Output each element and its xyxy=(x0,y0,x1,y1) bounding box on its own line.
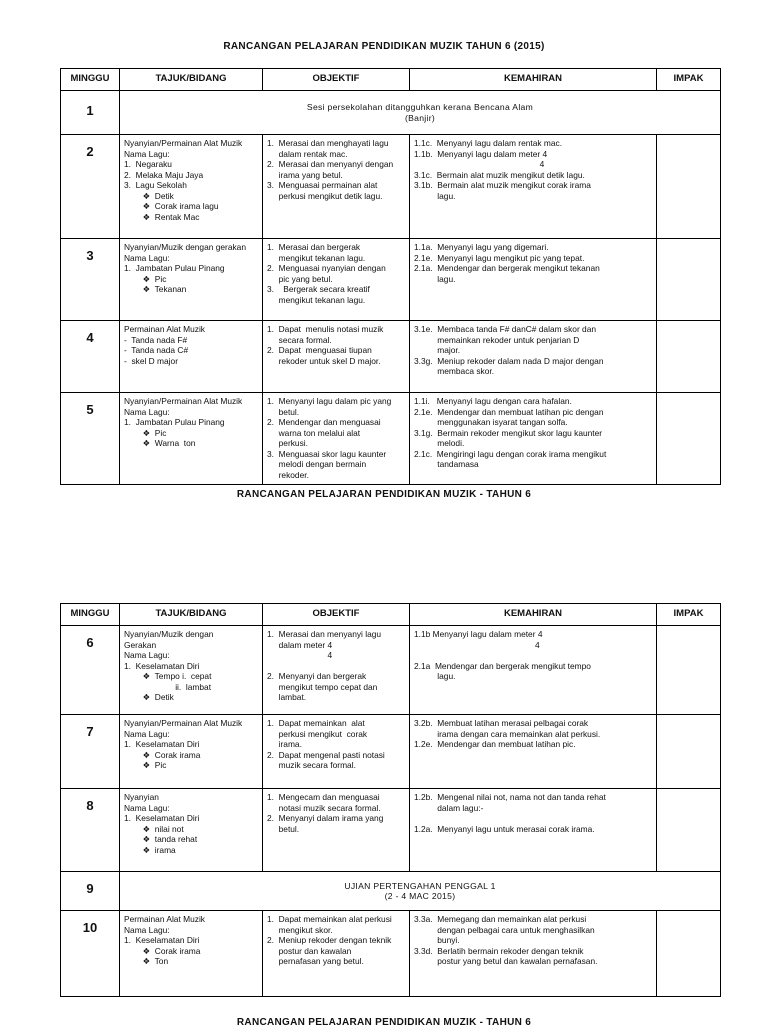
lesson-plan-table-1 xyxy=(60,68,721,485)
header-impak: IMPAK xyxy=(657,69,721,91)
tajuk-cell: Nyanyian/Permainan Alat Muzik Nama Lagu: 1. Jambatan Pulau Pinang ❖ Pic ❖ Warna ton xyxy=(120,393,263,485)
header-impak: IMPAK xyxy=(657,604,721,626)
impak-cell xyxy=(657,626,721,715)
impak-cell xyxy=(657,239,721,321)
table-row xyxy=(61,239,721,321)
header-objektif: OBJEKTIF xyxy=(263,604,410,626)
week-number: 2 xyxy=(61,135,120,239)
table-row xyxy=(61,872,721,911)
table-row xyxy=(61,715,721,789)
kemahiran-cell: 1.1b Menyanyi lagu dalam meter 4 4 2.1a Mendengar dan bergerak mengikut tempo lagu. xyxy=(410,626,657,715)
table-row xyxy=(61,321,721,393)
page-title: RANCANGAN PELAJARAN PENDIDIKAN MUZIK TAHUN 6 (2015) xyxy=(223,41,545,52)
objektif-cell: 1. Mengecam dan menguasai notasi muzik secara formal. 2. Menyanyi dalam irama yang betul. xyxy=(263,789,410,872)
kemahiran-cell: 1.1a. Menyanyi lagu yang digemari. 2.1e. Menyanyi lagu mengikut pic yang tepat. 2.1a. Mendengar dan bergerak mengikut tekanan lagu. xyxy=(410,239,657,321)
objektif-cell: 1. Menyanyi lagu dalam pic yang betul. 2. Mendengar dan menguasai warna ton melalui alat perkusi. 3. Menguasai skor lagu kaunter melodi dengan bermain rekoder. xyxy=(263,393,410,485)
table-row xyxy=(61,626,721,715)
week-number: 1 xyxy=(61,91,120,135)
tajuk-cell: Nyanyian Nama Lagu: 1. Keselamatan Diri ❖ nilai not ❖ tanda rehat ❖ irama xyxy=(120,789,263,872)
week-number: 7 xyxy=(61,715,120,789)
header-row xyxy=(61,604,721,626)
objektif-cell: 1. Merasai dan bergerak mengikut tekanan lagu. 2. Menguasai nyanyian dengan pic yang betul. 3. Bergerak secara kreatif mengikut tekanan lagu. xyxy=(263,239,410,321)
kemahiran-cell: 3.3a. Memegang dan memainkan alat perkusi dengan pelbagai cara untuk menghasilkan bunyi. 3.3d. Berlatih bermain rekoder dengan teknik postur yang betul dan kawalan pernafasan. xyxy=(410,911,657,997)
header-row xyxy=(61,69,721,91)
tajuk-cell: Nyanyian/Muzik dengan Gerakan Nama Lagu: 1. Keselamatan Diri ❖ Tempo i. cepat ii. lambat ❖ Detik xyxy=(120,626,263,715)
week-note: UJIAN PERTENGAHAN PENGGAL 1 (2 - 4 MAC 2015) xyxy=(120,872,721,911)
lesson-plan-table-2 xyxy=(60,603,721,997)
kemahiran-cell: 1.1c. Menyanyi lagu dalam rentak mac. 1.1b. Menyanyi lagu dalam meter 4 4 3.1c. Bermain alat muzik mengikut detik lagu. 3.1b. Bermain alat muzik mengikut corak irama lagu. xyxy=(410,135,657,239)
week-number: 3 xyxy=(61,239,120,321)
week-number: 5 xyxy=(61,393,120,485)
objektif-cell: 1. Merasai dan menyanyi lagu dalam meter 4 4 2. Menyanyi dan bergerak mengikut tempo cepat dan lambat. xyxy=(263,626,410,715)
week-number: 6 xyxy=(61,626,120,715)
objektif-cell: 1. Merasai dan menghayati lagu dalam rentak mac. 2. Merasai dan menyanyi dengan irama yang betul. 3. Menguasai permainan alat perkusi mengikut detik lagu. xyxy=(263,135,410,239)
objektif-cell: 1. Dapat memainkan alat perkusi mengikut skor. 2. Meniup rekoder dengan teknik postur dan kawalan pernafasan yang betul. xyxy=(263,911,410,997)
table-row xyxy=(61,135,721,239)
tajuk-cell: Nyanyian/Muzik dengan gerakan Nama Lagu: 1. Jambatan Pulau Pinang ❖ Pic ❖ Tekanan xyxy=(120,239,263,321)
table-row xyxy=(61,789,721,872)
section-title: RANCANGAN PELAJARAN PENDIDIKAN MUZIK - TAHUN 6 xyxy=(236,1017,532,1028)
week-number: 9 xyxy=(61,872,120,911)
tajuk-cell: Permainan Alat Muzik - Tanda nada F# - Tanda nada C# - skel D major xyxy=(120,321,263,393)
objektif-cell: 1. Dapat menulis notasi muzik secara formal. 2. Dapat menguasai tiupan rekoder untuk skel D major. xyxy=(263,321,410,393)
header-minggu: MINGGU xyxy=(61,604,120,626)
header-tajuk: TAJUK/BIDANG xyxy=(120,69,263,91)
impak-cell xyxy=(657,321,721,393)
tajuk-cell: Nyanyian/Permainan Alat Muzik Nama Lagu: 1. Keselamatan Diri ❖ Corak irama ❖ Pic xyxy=(120,715,263,789)
header-minggu: MINGGU xyxy=(61,69,120,91)
table-row xyxy=(61,393,721,485)
table-row xyxy=(61,911,721,997)
week-number: 4 xyxy=(61,321,120,393)
kemahiran-cell: 3.1e. Membaca tanda F# danC# dalam skor dan memainkan rekoder untuk penjarian D major. 3.3g. Meniup rekoder dalam nada D major dengan membaca skor. xyxy=(410,321,657,393)
objektif-cell: 1. Dapat memainkan alat perkusi mengikut corak irama. 2. Dapat mengenal pasti notasi muzik secara formal. xyxy=(263,715,410,789)
header-tajuk: TAJUK/BIDANG xyxy=(120,604,263,626)
section-title: RANCANGAN PELAJARAN PENDIDIKAN MUZIK - TAHUN 6 xyxy=(236,489,532,500)
week-number: 8 xyxy=(61,789,120,872)
tajuk-cell: Nyanyian/Permainan Alat Muzik Nama Lagu: 1. Negaraku 2. Melaka Maju Jaya 3. Lagu Sekolah ❖ Detik ❖ Corak irama lagu ❖ Rentak Mac xyxy=(120,135,263,239)
tajuk-cell: Permainan Alat Muzik Nama Lagu: 1. Keselamatan Diri ❖ Corak irama ❖ Ton xyxy=(120,911,263,997)
header-kemahiran: KEMAHIRAN xyxy=(410,604,657,626)
kemahiran-cell: 1.1i. Menyanyi lagu dengan cara hafalan. 2.1e. Mendengar dan membuat latihan pic dengan menggunakan isyarat tangan solfa. 3.1g. Bermain rekoder mengikut skor lagu kaunter melodi. 2.1c. Mengiringi lagu dengan corak irama mengikut tandamasa xyxy=(410,393,657,485)
week-number: 10 xyxy=(61,911,120,997)
header-objektif: OBJEKTIF xyxy=(263,69,410,91)
impak-cell xyxy=(657,789,721,872)
header-kemahiran: KEMAHIRAN xyxy=(410,69,657,91)
kemahiran-cell: 1.2b. Mengenal nilai not, nama not dan tanda rehat dalam lagu:- 1.2a. Menyanyi lagu untuk merasai corak irama. xyxy=(410,789,657,872)
impak-cell xyxy=(657,393,721,485)
impak-cell xyxy=(657,715,721,789)
table-row xyxy=(61,91,721,135)
week-note: Sesi persekolahan ditangguhkan kerana Bencana Alam (Banjir) xyxy=(120,91,721,135)
impak-cell xyxy=(657,911,721,997)
kemahiran-cell: 3.2b. Membuat latihan merasai pelbagai corak irama dengan cara memainkan alat perkusi. 1.2e. Mendengar dan membuat latihan pic. xyxy=(410,715,657,789)
impak-cell xyxy=(657,135,721,239)
